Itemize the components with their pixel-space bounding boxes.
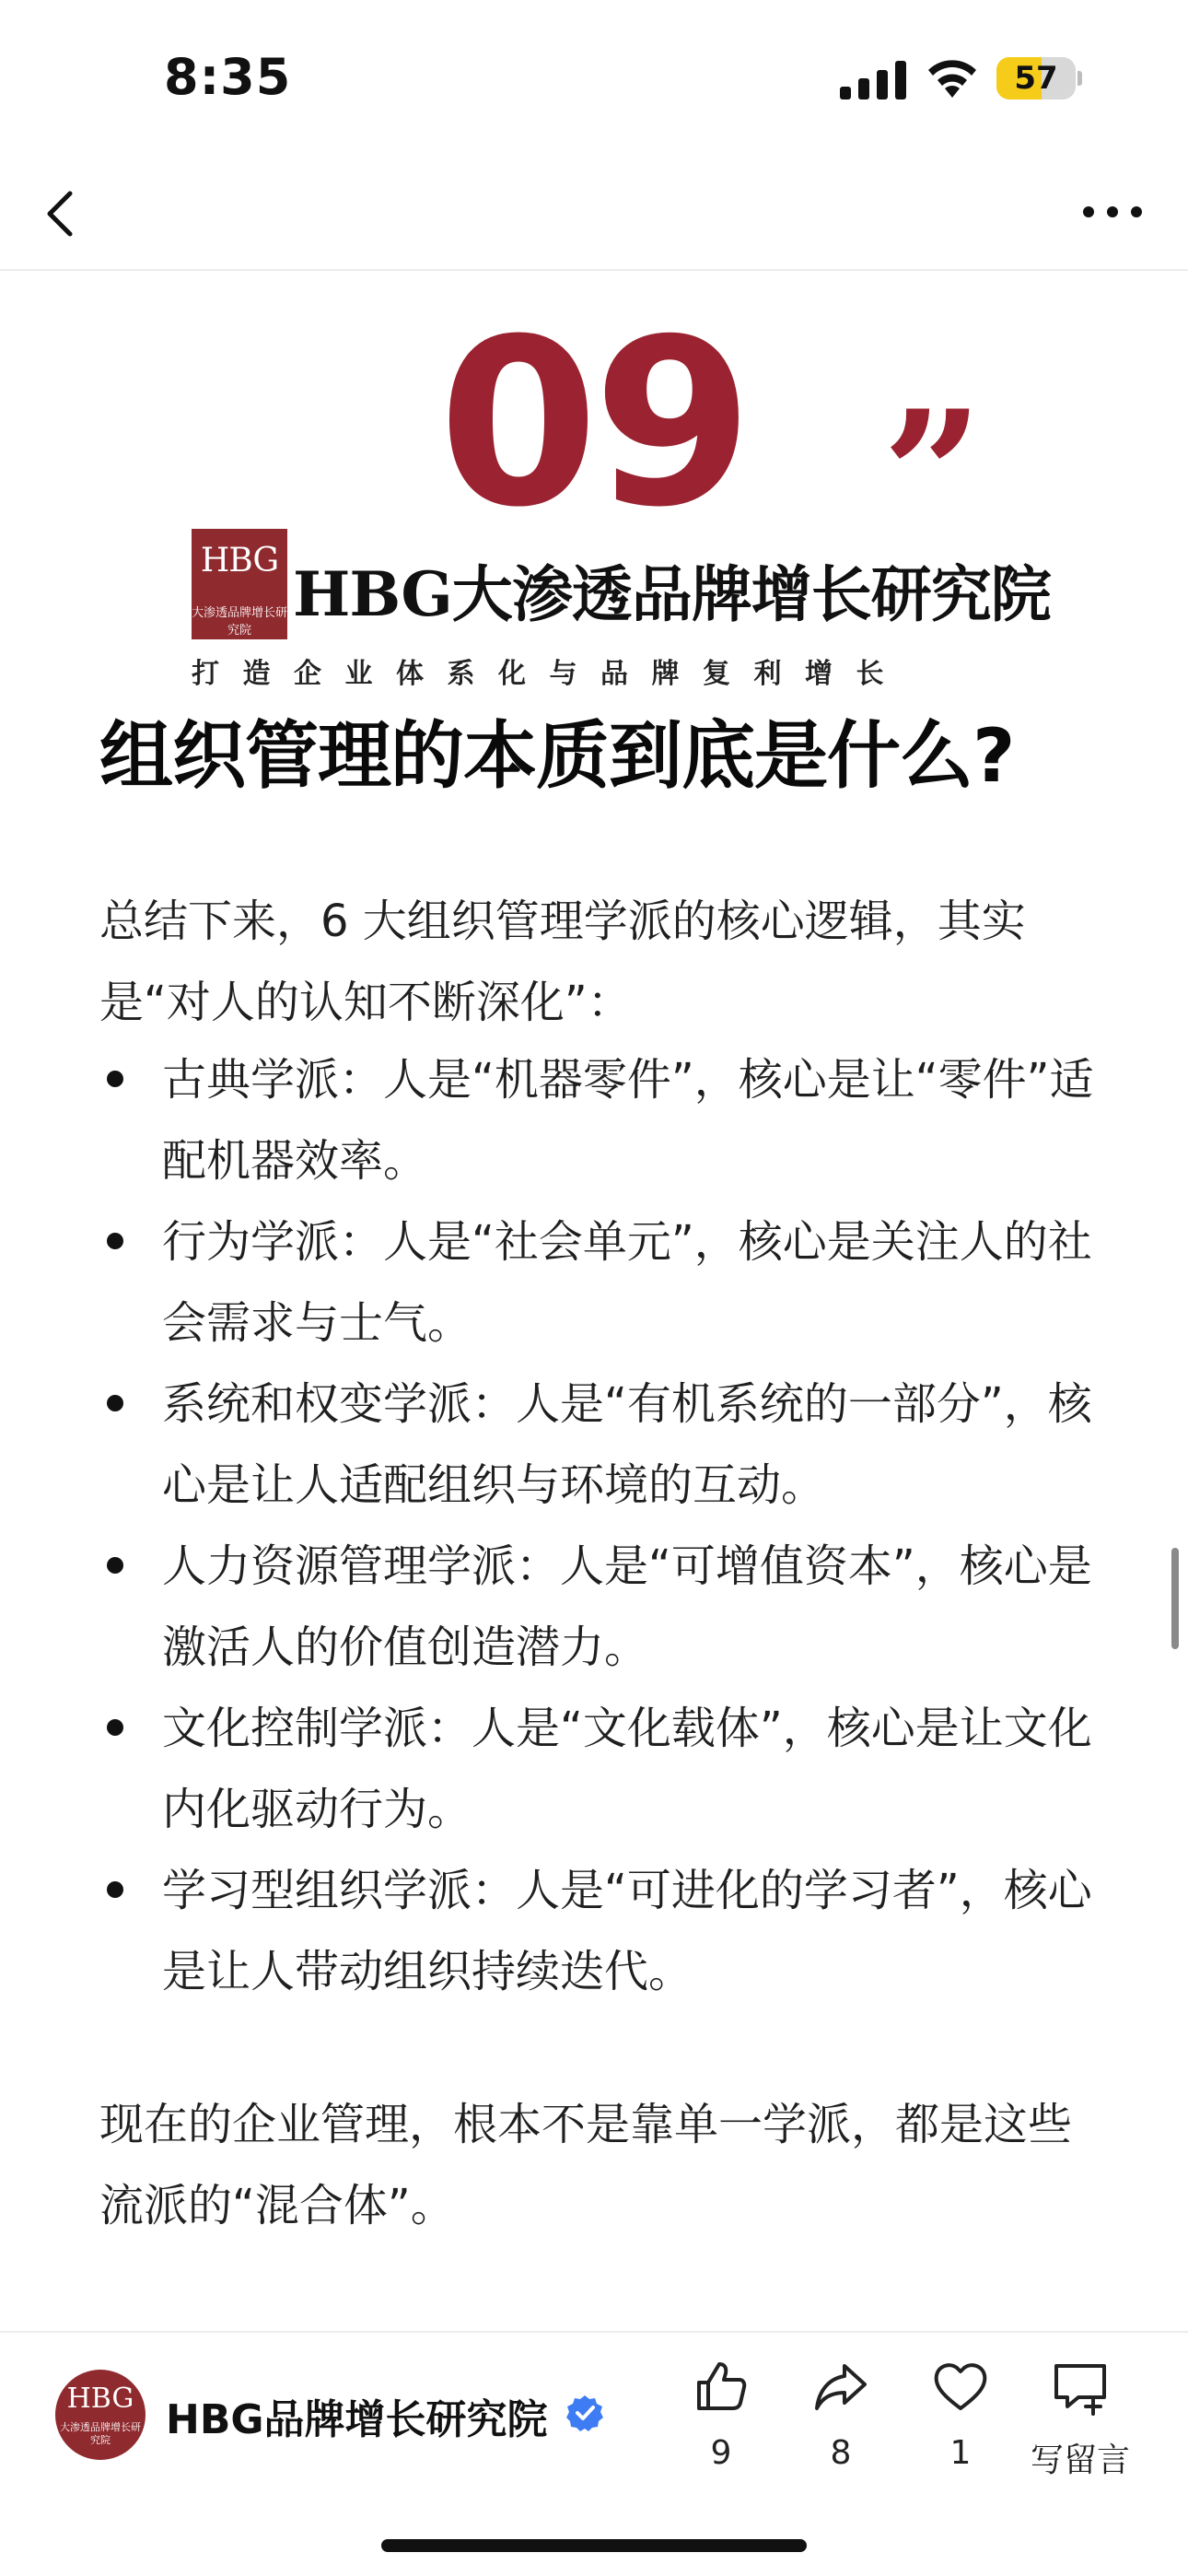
cellular-signal-icon	[840, 61, 906, 100]
home-indicator[interactable]	[381, 2539, 807, 2552]
quote-mark: ”	[882, 372, 984, 578]
article-title: 组织管理的本质到底是什么?	[99, 713, 1015, 799]
battery-indicator	[996, 57, 1081, 100]
bullet-dot	[107, 1719, 123, 1736]
bullet-dot	[107, 1071, 123, 1087]
brand-slogan: 打造企业体系化与品牌复利增长	[192, 658, 907, 690]
comment-add-icon	[1051, 2357, 1110, 2416]
outro-paragraph: 现在的企业管理，根本不是靠单一学派，都是这些流派的“混合体”。	[99, 2099, 1073, 2231]
list-item	[99, 1850, 1112, 2012]
write-comment-button[interactable]	[1020, 2357, 1140, 2495]
comment-label: 写留言	[1030, 2441, 1130, 2479]
share-arrow-icon	[811, 2357, 870, 2416]
thumbs-up-icon	[692, 2357, 751, 2416]
intro-paragraph: 总结下来，6 大组织管理学派的核心逻辑，其实是“对人的认知不断深化”：	[99, 896, 1026, 1028]
list-item-text: 系统和权变学派：人是“有机系统的一部分”，核心是让人适配组织与环境的互动。	[162, 1378, 1092, 1511]
logo-subtext: 大渗透品牌增长研究院	[192, 606, 288, 638]
status-time: 8:35	[164, 48, 292, 106]
list-item-text: 行为学派：人是“社会单元”，核心是关注人的社会需求与士气。	[162, 1216, 1092, 1349]
heart-button[interactable]	[901, 2357, 1020, 2495]
list-item	[99, 1364, 1112, 1526]
brand-name: HBG大渗透品牌增长研究院	[293, 558, 1051, 630]
list-item-text: 人力资源管理学派：人是“可增值资本”，核心是激活人的价值创造潜力。	[162, 1540, 1092, 1673]
more-horizontal-icon[interactable]	[1079, 193, 1146, 230]
bullet-dot	[107, 1395, 123, 1411]
brand-logo	[192, 529, 287, 639]
share-button[interactable]	[781, 2357, 901, 2495]
list-item-text: 文化控制学派：人是“文化载体”，核心是让文化内化驱动行为。	[162, 1703, 1092, 1835]
logo-text: HBG	[200, 542, 279, 580]
battery-level: 57	[1014, 60, 1058, 97]
heart-count: 1	[949, 2434, 972, 2472]
like-button[interactable]	[661, 2357, 781, 2495]
wifi-icon	[925, 55, 980, 100]
bullet-dot	[107, 1557, 123, 1574]
nav-bar	[0, 157, 1188, 271]
list-item-text: 古典学派：人是“机器零件”，核心是让“零件”适配机器效率。	[162, 1054, 1094, 1187]
author-name[interactable]: HBG品牌增长研究院	[166, 2396, 548, 2443]
scrollbar-thumb[interactable]	[1171, 1548, 1179, 1649]
avatar-text: HBG	[66, 2383, 134, 2415]
like-count: 9	[710, 2434, 732, 2472]
avatar-subtext: 大渗透品牌增长研究院	[60, 2421, 141, 2446]
list-item	[99, 1688, 1112, 1850]
list-item	[99, 1039, 1112, 1201]
bullet-dot	[107, 1881, 123, 1898]
list-item	[99, 1526, 1112, 1688]
hero-number: 09	[438, 289, 748, 557]
share-count: 8	[830, 2434, 852, 2472]
status-bar	[0, 0, 1188, 157]
chevron-left-icon[interactable]	[37, 181, 83, 247]
verified-badge-icon	[565, 2394, 604, 2432]
list-item	[99, 1201, 1112, 1364]
bullet-dot	[107, 1233, 123, 1249]
avatar[interactable]	[55, 2370, 146, 2460]
list-item-text: 学习型组织学派：人是“可进化的学习者”，核心是让人带动组织持续迭代。	[162, 1865, 1092, 1997]
school-list	[99, 1039, 1112, 2012]
heart-icon	[931, 2357, 990, 2416]
